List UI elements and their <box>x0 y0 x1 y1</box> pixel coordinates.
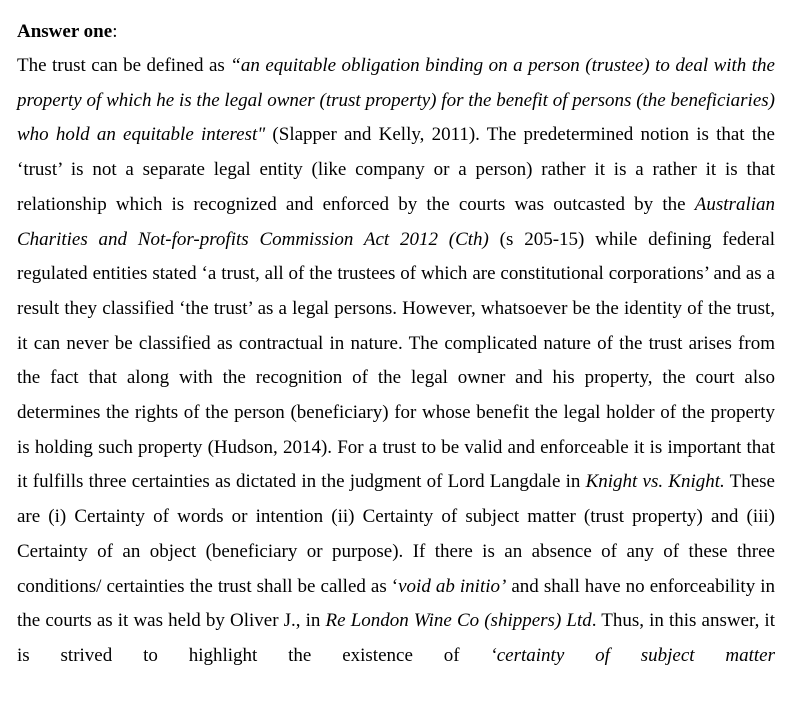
case-citation-london-wine: Re London Wine Co (shippers) Ltd <box>325 610 592 632</box>
heading-title: Answer one <box>17 21 113 42</box>
text-run: The trust can be defined as <box>17 55 231 76</box>
statute-citation: Australian Charities and Not-for-profits Commission Act 2012 (Cth) <box>17 193 775 250</box>
text-run: . Thus, in this answer, it is strived to highlight the existence of <box>17 610 775 666</box>
answer-paragraph <box>17 49 775 674</box>
italic-phrase: ‘certainty of subject matter <box>490 644 775 666</box>
text-run: and shall have no enforceability in the courts as it was held by Oliver J., in <box>17 575 776 632</box>
definition-quote: “an equitable obligation binding on a person (trustee) to deal with the property of which he is the legal owner (trust property) for the benefit of persons (the beneficiaries) who hold an equitable interest" <box>17 55 775 146</box>
document-page <box>17 18 775 674</box>
case-citation-knight: Knight vs. Knight. <box>585 471 725 493</box>
answer-heading <box>17 18 775 46</box>
heading-colon: : <box>112 21 118 42</box>
text-run: (Slapper and Kelly, 2011). The predetermined notion is that the ‘trust’ is not a separate legal entity (like company or a person) rather it is a rather it is that relationship which is recognized and enforced by the courts was outcasted by the <box>17 124 775 215</box>
text-run: (s 205-15) while defining federal regulated entities stated ‘a trust, all of the trustees of which are constitutional corporations’ and as a result they classified ‘the trust’ as a legal persons. However, whatsoever be the identity of the trust, it can never be classified as contractual in nature. The complicated nature of the trust arises from the fact that along with the recognition of the legal owner and his property, the court also determines the rights of the person (beneficiary) for whose benefit the legal holder of the property is holding such property (Hudson, 2014). For a trust to be valid and enforceable it is important that it fulfills three certainties as dictated in the judgment of Lord Langdale in <box>17 228 775 493</box>
text-run: These are (i) Certainty of words or intention (ii) Certainty of subject matter (trust property) and (iii) Certainty of an object (beneficiary or purpose). If there is an absence of any of these three conditions/ certainties the trust shall be called as ‘ <box>17 471 775 597</box>
latin-term: void ab initio’ <box>398 575 507 597</box>
